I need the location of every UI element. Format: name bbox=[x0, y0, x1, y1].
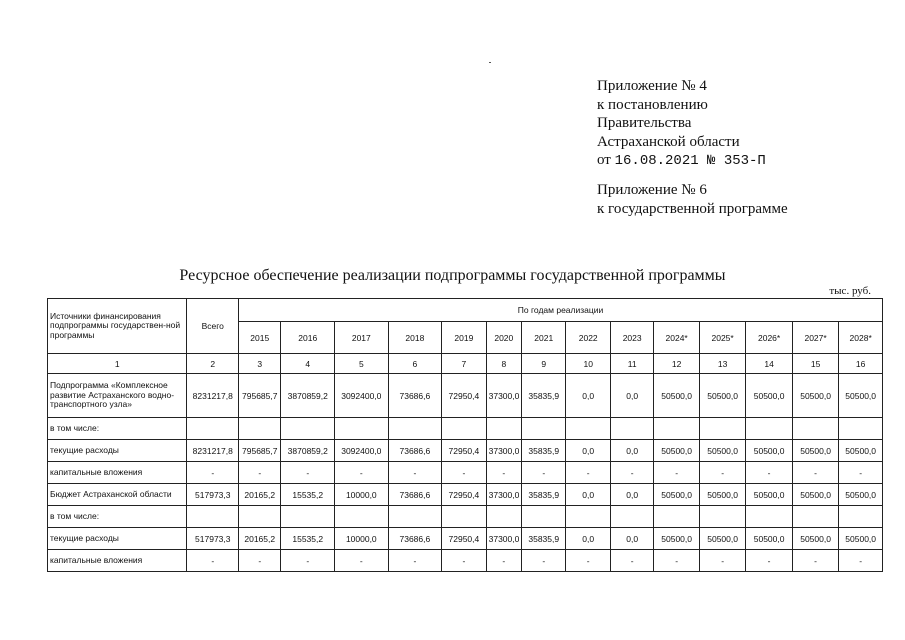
header-source: Источники финансирования подпрограммы государствен-ной программы bbox=[48, 299, 187, 354]
value-cell bbox=[522, 506, 566, 528]
table-row bbox=[48, 440, 883, 462]
header-year-cell: 2026* bbox=[746, 322, 792, 354]
annex-2-header bbox=[597, 181, 788, 218]
value-cell bbox=[187, 418, 239, 440]
value-cell bbox=[442, 506, 486, 528]
value-cell: - bbox=[566, 462, 610, 484]
value-cell bbox=[699, 418, 745, 440]
header-year-cell: 2025* bbox=[699, 322, 745, 354]
value-cell bbox=[522, 418, 566, 440]
value-cell: 795685,7 bbox=[239, 374, 281, 418]
value-cell: 73686,6 bbox=[388, 528, 442, 550]
row-label: капитальные вложения bbox=[48, 462, 187, 484]
header-year-cell: 2017 bbox=[335, 322, 389, 354]
value-cell: 517973,3 bbox=[187, 528, 239, 550]
column-number-cell: 10 bbox=[566, 354, 610, 374]
value-cell bbox=[442, 418, 486, 440]
annex-line-1: Приложение № 4 bbox=[597, 78, 707, 94]
value-cell: - bbox=[699, 462, 745, 484]
column-number-cell: 15 bbox=[792, 354, 838, 374]
value-cell: - bbox=[335, 550, 389, 572]
header-year-cell: 2015 bbox=[239, 322, 281, 354]
column-number-cell: 4 bbox=[281, 354, 335, 374]
value-cell: 50500,0 bbox=[699, 528, 745, 550]
column-number-cell: 9 bbox=[522, 354, 566, 374]
value-cell: 0,0 bbox=[566, 484, 610, 506]
value-cell: 50500,0 bbox=[746, 484, 792, 506]
value-cell bbox=[388, 418, 442, 440]
value-cell: 0,0 bbox=[610, 528, 653, 550]
value-cell: - bbox=[388, 462, 442, 484]
value-cell bbox=[281, 506, 335, 528]
value-cell: 0,0 bbox=[566, 528, 610, 550]
value-cell: 50500,0 bbox=[699, 374, 745, 418]
header-years-group: По годам реализации bbox=[239, 299, 883, 322]
value-cell: - bbox=[187, 462, 239, 484]
header-year-cell: 2020 bbox=[486, 322, 521, 354]
value-cell: 15535,2 bbox=[281, 484, 335, 506]
value-cell: 50500,0 bbox=[746, 374, 792, 418]
column-number-cell: 11 bbox=[610, 354, 653, 374]
value-cell bbox=[335, 506, 389, 528]
table-row bbox=[48, 550, 883, 572]
value-cell: 20165,2 bbox=[239, 484, 281, 506]
value-cell bbox=[239, 506, 281, 528]
value-cell: 0,0 bbox=[610, 440, 653, 462]
value-cell bbox=[566, 418, 610, 440]
value-cell: 35835,9 bbox=[522, 374, 566, 418]
annex-2-line-1: Приложение № 6 bbox=[597, 182, 707, 198]
value-cell: 50500,0 bbox=[792, 440, 838, 462]
column-number-cell: 12 bbox=[654, 354, 699, 374]
value-cell: 50500,0 bbox=[746, 440, 792, 462]
annex-line-4: Астраханской области bbox=[597, 133, 740, 150]
value-cell: 50500,0 bbox=[792, 528, 838, 550]
annex-line-3: Правительства bbox=[597, 115, 692, 131]
value-cell: 10000,0 bbox=[335, 528, 389, 550]
value-cell bbox=[699, 506, 745, 528]
column-number-cell: 13 bbox=[699, 354, 745, 374]
value-cell: 50500,0 bbox=[654, 374, 699, 418]
value-cell: 0,0 bbox=[610, 374, 653, 418]
value-cell: - bbox=[486, 550, 521, 572]
value-cell: 72950,4 bbox=[442, 528, 486, 550]
value-cell: 50500,0 bbox=[699, 440, 745, 462]
value-cell: - bbox=[610, 462, 653, 484]
value-cell: - bbox=[335, 462, 389, 484]
value-cell bbox=[335, 418, 389, 440]
header-year-cell: 2022 bbox=[566, 322, 610, 354]
row-label: капитальные вложения bbox=[48, 550, 187, 572]
table-row bbox=[48, 484, 883, 506]
value-cell bbox=[746, 418, 792, 440]
value-cell: - bbox=[187, 550, 239, 572]
table-row bbox=[48, 462, 883, 484]
value-cell: 35835,9 bbox=[522, 440, 566, 462]
value-cell: 8231217,8 bbox=[187, 374, 239, 418]
value-cell: 73686,6 bbox=[388, 484, 442, 506]
value-cell: - bbox=[699, 550, 745, 572]
row-label: текущие расходы bbox=[48, 528, 187, 550]
value-cell: 50500,0 bbox=[839, 484, 883, 506]
unit-label: тыс. руб. bbox=[829, 285, 871, 297]
column-number-cell: 2 bbox=[187, 354, 239, 374]
value-cell bbox=[654, 418, 699, 440]
value-cell: - bbox=[654, 550, 699, 572]
value-cell bbox=[281, 418, 335, 440]
row-label: в том числе: bbox=[48, 418, 187, 440]
resource-table bbox=[47, 298, 883, 572]
value-cell: 37300,0 bbox=[486, 374, 521, 418]
value-cell: - bbox=[654, 462, 699, 484]
value-cell: 37300,0 bbox=[486, 440, 521, 462]
value-cell: - bbox=[610, 550, 653, 572]
value-cell: 10000,0 bbox=[335, 484, 389, 506]
value-cell: - bbox=[792, 550, 838, 572]
value-cell: - bbox=[839, 462, 883, 484]
value-cell: 3870859,2 bbox=[281, 374, 335, 418]
value-cell: - bbox=[839, 550, 883, 572]
value-cell bbox=[746, 506, 792, 528]
value-cell: 0,0 bbox=[566, 374, 610, 418]
annex-header bbox=[597, 77, 766, 171]
value-cell: 50500,0 bbox=[746, 528, 792, 550]
value-cell: - bbox=[486, 462, 521, 484]
value-cell: - bbox=[566, 550, 610, 572]
value-cell: 35835,9 bbox=[522, 484, 566, 506]
column-number-cell: 7 bbox=[442, 354, 486, 374]
value-cell: 50500,0 bbox=[654, 440, 699, 462]
column-number-cell: 5 bbox=[335, 354, 389, 374]
table-row bbox=[48, 506, 883, 528]
row-label: Бюджет Астраханской области bbox=[48, 484, 187, 506]
value-cell: - bbox=[746, 550, 792, 572]
column-number-cell: 16 bbox=[839, 354, 883, 374]
value-cell bbox=[486, 506, 521, 528]
header-row-group bbox=[48, 299, 883, 322]
header-year-cell: 2024* bbox=[654, 322, 699, 354]
table-row bbox=[48, 418, 883, 440]
value-cell: 50500,0 bbox=[792, 374, 838, 418]
value-cell: 15535,2 bbox=[281, 528, 335, 550]
value-cell: 37300,0 bbox=[486, 528, 521, 550]
header-row-column-numbers bbox=[48, 354, 883, 374]
value-cell: 50500,0 bbox=[839, 528, 883, 550]
value-cell: 50500,0 bbox=[792, 484, 838, 506]
value-cell bbox=[839, 418, 883, 440]
value-cell: - bbox=[746, 462, 792, 484]
value-cell bbox=[566, 506, 610, 528]
value-cell bbox=[239, 418, 281, 440]
header-year-cell: 2023 bbox=[610, 322, 653, 354]
value-cell: 73686,6 bbox=[388, 374, 442, 418]
document-title: Ресурсное обеспечение реализации подпрограммы государственной программы bbox=[179, 267, 726, 284]
header-year-cell: 2018 bbox=[388, 322, 442, 354]
value-cell: - bbox=[239, 462, 281, 484]
value-cell: - bbox=[281, 462, 335, 484]
scan-speck bbox=[489, 62, 491, 63]
value-cell bbox=[839, 506, 883, 528]
column-number-cell: 14 bbox=[746, 354, 792, 374]
column-number-cell: 6 bbox=[388, 354, 442, 374]
value-cell: 3870859,2 bbox=[281, 440, 335, 462]
column-number-cell: 1 bbox=[48, 354, 187, 374]
value-cell: 50500,0 bbox=[839, 440, 883, 462]
value-cell bbox=[187, 506, 239, 528]
value-cell: 795685,7 bbox=[239, 440, 281, 462]
value-cell: 73686,6 bbox=[388, 440, 442, 462]
value-cell: 50500,0 bbox=[839, 374, 883, 418]
annex-date-number: 16.08.2021 № 353-П bbox=[614, 153, 766, 169]
annex-date-line bbox=[597, 151, 766, 171]
value-cell: 72950,4 bbox=[442, 374, 486, 418]
row-label: Подпрограмма «Комплексное развитие Астраханского водно-транспортного узла» bbox=[48, 374, 187, 418]
annex-2-line-2: к государственной программе bbox=[597, 200, 788, 217]
value-cell: - bbox=[522, 462, 566, 484]
annex-date-prefix: от bbox=[597, 152, 611, 168]
column-number-cell: 8 bbox=[486, 354, 521, 374]
value-cell: 8231217,8 bbox=[187, 440, 239, 462]
value-cell: 50500,0 bbox=[699, 484, 745, 506]
value-cell: 72950,4 bbox=[442, 440, 486, 462]
header-year-cell: 2021 bbox=[522, 322, 566, 354]
value-cell: - bbox=[388, 550, 442, 572]
value-cell: 35835,9 bbox=[522, 528, 566, 550]
value-cell bbox=[388, 506, 442, 528]
value-cell bbox=[610, 506, 653, 528]
row-label: текущие расходы bbox=[48, 440, 187, 462]
value-cell: 517973,3 bbox=[187, 484, 239, 506]
column-number-cell: 3 bbox=[239, 354, 281, 374]
value-cell: 50500,0 bbox=[654, 484, 699, 506]
value-cell bbox=[486, 418, 521, 440]
value-cell: 37300,0 bbox=[486, 484, 521, 506]
value-cell: 3092400,0 bbox=[335, 440, 389, 462]
value-cell: - bbox=[792, 462, 838, 484]
value-cell: 72950,4 bbox=[442, 484, 486, 506]
value-cell: - bbox=[239, 550, 281, 572]
value-cell: 0,0 bbox=[566, 440, 610, 462]
annex-line-2: к постановлению bbox=[597, 96, 708, 113]
value-cell: 50500,0 bbox=[654, 528, 699, 550]
table-row bbox=[48, 528, 883, 550]
value-cell: 3092400,0 bbox=[335, 374, 389, 418]
header-year-cell: 2027* bbox=[792, 322, 838, 354]
table-row bbox=[48, 374, 883, 418]
value-cell: - bbox=[281, 550, 335, 572]
value-cell bbox=[792, 506, 838, 528]
header-total: Всего bbox=[187, 299, 239, 354]
value-cell bbox=[792, 418, 838, 440]
value-cell: 0,0 bbox=[610, 484, 653, 506]
value-cell: - bbox=[522, 550, 566, 572]
header-year-cell: 2019 bbox=[442, 322, 486, 354]
value-cell bbox=[654, 506, 699, 528]
row-label: в том числе: bbox=[48, 506, 187, 528]
value-cell bbox=[610, 418, 653, 440]
value-cell: 20165,2 bbox=[239, 528, 281, 550]
value-cell: - bbox=[442, 550, 486, 572]
header-year-cell: 2016 bbox=[281, 322, 335, 354]
value-cell: - bbox=[442, 462, 486, 484]
header-year-cell: 2028* bbox=[839, 322, 883, 354]
